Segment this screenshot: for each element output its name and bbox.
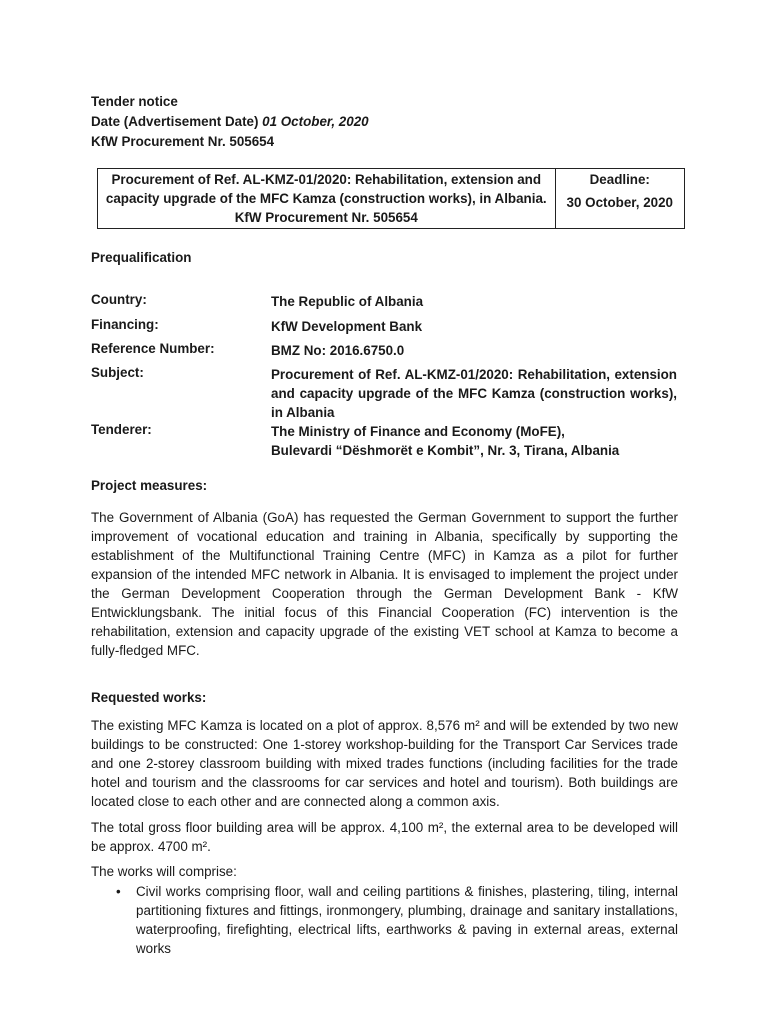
works-intro: The works will comprise: (91, 864, 237, 879)
financing-label: Financing: (91, 317, 159, 332)
reference-number-label: Reference Number: (91, 341, 215, 356)
project-measures-heading: Project measures: (91, 478, 208, 493)
works-list (91, 882, 678, 958)
requested-works-heading: Requested works: (91, 690, 207, 705)
procurement-reference-cell: Procurement of Ref. AL-KMZ-01/2020: Rehabilitation, extension and capacity upgrade of the MFC Kamza (construction works), in Albania. KfW Procurement Nr. 505654 (98, 169, 556, 229)
advertisement-date-line (91, 112, 369, 132)
project-measures-text: The Government of Albania (GoA) has requested the German Government to support the further improvement of vocational education and training in Albania, specifically by supporting the establishment of the Multifunctional Training Centre (MFC) in Kamza as a pilot for further expansion of the intended MFC network in Albania. It is envisaged to implement the project under the German Development Cooperation through the German Development Bank - KfW Entwicklungsbank. The initial focus of this Financial Cooperation (FC) intervention is the rehabilitation, extension and capacity upgrade of the existing VET school at Kamza to become a fully-fledged MFC. (91, 510, 678, 658)
requested-works-paragraph-1: The existing MFC Kamza is located on a plot of approx. 8,576 m² and will be extended by two new buildings to be constructed: One 1-storey workshop-building for the Transport Car Services trade and one 2-storey classroom building with mixed trades functions (including facilities for the trade hotel and tourism and the classrooms for car services and hotel and tourism). Both buildings are located close to each other and are connected along a common axis. (91, 718, 678, 809)
financing-value: KfW Development Bank (271, 319, 423, 334)
list-item (91, 882, 678, 958)
deadline-label: Deadline: (589, 172, 650, 187)
prequalification-heading: Prequalification (91, 250, 192, 265)
tender-notice-title: Tender notice (91, 94, 178, 109)
procurement-reference-table (97, 168, 685, 229)
requested-works-paragraph-2: The total gross floor building area will be approx. 4,100 m², the external area to be developed will be approx. 4700 m². (91, 820, 678, 854)
kfw-procurement-number: KfW Procurement Nr. 505654 (91, 134, 275, 149)
country-value: The Republic of Albania (271, 294, 424, 309)
tenderer-name: The Ministry of Finance and Economy (MoFE), (271, 424, 565, 439)
bullet-icon: • (116, 884, 121, 899)
tenderer-value (271, 422, 677, 460)
deadline-date: 30 October, 2020 (566, 195, 673, 210)
country-label: Country: (91, 292, 147, 307)
advertisement-date-value: 01 October, 2020 (262, 114, 369, 129)
deadline-cell (555, 169, 684, 229)
reference-number-value: BMZ No: 2016.6750.0 (271, 343, 405, 358)
tender-header (91, 92, 369, 152)
civil-works-text: Civil works comprising floor, wall and ceiling partitions & finishes, plastering, tiling, internal partitioning fixtures and fittings, ironmongery, plumbing, drainage and sanitary installations, waterproofing, firefighting, electrical lifts, earthworks & paving in external areas, external works (136, 884, 678, 956)
tenderer-label: Tenderer: (91, 422, 152, 437)
advertisement-date-label: Date (Advertisement Date) (91, 114, 263, 129)
tenderer-address: Bulevardi “Dëshmorët e Kombit”, Nr. 3, Tirana, Albania (271, 443, 620, 458)
subject-value: Procurement of Ref. AL-KMZ-01/2020: Rehabilitation, extension and capacity upgrade of the MFC Kamza (construction works), in Albania (271, 367, 677, 420)
subject-label: Subject: (91, 365, 144, 380)
